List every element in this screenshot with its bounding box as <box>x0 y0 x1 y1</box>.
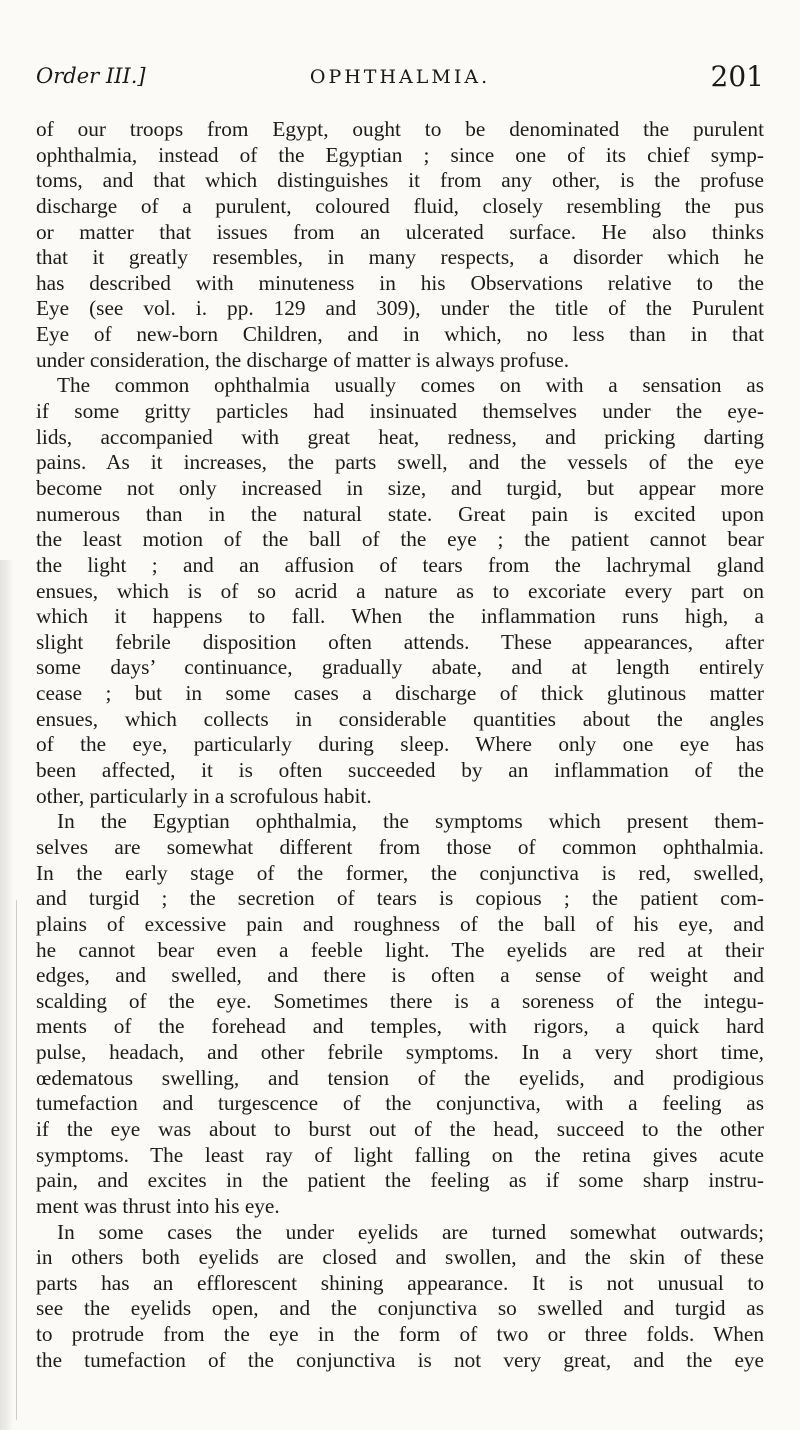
text-line: selves are somewhat different from those of common ophthalmia. <box>36 834 764 859</box>
text-line: pain, and excites in the patient the feeling as if some sharp instru- <box>36 1168 764 1193</box>
text-line: parts has an efflorescent shining appearance. It is not unusual to <box>36 1270 764 1295</box>
text-line: tumefaction and turgescence of the conjunctiva, with a feeling as <box>36 1091 764 1116</box>
header-title: OPHTHALMIA. <box>309 66 491 88</box>
page-number: 201 <box>710 60 764 93</box>
text-line: In some cases the under eyelids are turned somewhat outwards; <box>57 1219 764 1244</box>
text-line: slight febrile disposition often attends. These appearances, after <box>36 629 764 654</box>
text-line: he cannot bear even a feeble light. The eyelids are red at their <box>36 937 764 962</box>
text-line: œdematous swelling, and tension of the eyelids, and prodigious <box>36 1065 764 1090</box>
text-line: of our troops from Egypt, ought to be denominated the purulent <box>36 117 764 141</box>
text-line: been affected, it is often succeeded by an inflammation of the <box>36 758 764 783</box>
text-line: pulse, headach, and other febrile symptoms. In a very short time, <box>36 1040 764 1065</box>
body-text <box>36 117 764 1373</box>
text-line: of the eye, particularly during sleep. Where only one eye has <box>36 732 764 757</box>
text-line: which it happens to fall. When the inflammation runs high, a <box>36 604 764 629</box>
text-line: the light ; and an affusion of tears from the lachrymal gland <box>36 552 764 577</box>
text-line: ensues, which collects in considerable quantities about the angles <box>36 706 764 731</box>
text-line: plains of excessive pain and roughness of the ball of his eye, and <box>36 911 764 936</box>
text-line: In the Egyptian ophthalmia, the symptoms which present them- <box>57 809 764 834</box>
text-line: Eye of new-born Children, and in which, no less than in that <box>36 322 764 347</box>
text-line: ments of the forehead and temples, with rigors, a quick hard <box>36 1014 764 1039</box>
text-line: numerous than in the natural state. Great pain is excited upon <box>36 501 764 526</box>
text-line: In the early stage of the former, the conjunctiva is red, swelled, <box>36 860 764 885</box>
text-line: discharge of a purulent, coloured fluid, closely resembling the pus <box>36 193 764 218</box>
page-gutter-shadow <box>0 560 14 1430</box>
text-line: other, particularly in a scrofulous habit. <box>36 783 372 808</box>
text-line: The common ophthalmia usually comes on with a sensation as <box>57 373 764 398</box>
text-line: if the eye was about to burst out of the head, succeed to the other <box>36 1116 764 1141</box>
text-line: that it greatly resembles, in many respects, a disorder which he <box>36 245 764 270</box>
text-line: lids, accompanied with great heat, redness, and pricking darting <box>36 424 764 449</box>
text-line: cease ; but in some cases a discharge of thick glutinous matter <box>36 681 764 706</box>
text-line: the least motion of the ball of the eye ; the patient cannot bear <box>36 527 764 552</box>
text-line: or matter that issues from an ulcerated surface. He also thinks <box>36 219 764 244</box>
text-line: some days’ continuance, gradually abate, and at length entirely <box>36 655 764 680</box>
text-line: edges, and swelled, and there is often a sense of weight and <box>36 963 764 988</box>
text-line: under consideration, the discharge of matter is always profuse. <box>36 347 570 372</box>
running-header <box>36 60 764 100</box>
text-line: Eye (see vol. i. pp. 129 and 309), under the title of the Purulent <box>36 296 764 321</box>
text-line: see the eyelids open, and the conjunctiva so swelled and turgid as <box>36 1296 764 1321</box>
page-gutter-edge <box>16 900 17 1420</box>
text-line: if some gritty particles had insinuated themselves under the eye- <box>36 399 764 424</box>
text-line: in others both eyelids are closed and swollen, and the skin of these <box>36 1245 764 1270</box>
text-line: has described with minuteness in his Observations relative to the <box>36 270 764 295</box>
text-line: ment was thrust into his eye. <box>36 1193 280 1218</box>
text-line: symptoms. The least ray of light falling on the retina gives acute <box>36 1142 764 1167</box>
text-line: and turgid ; the secretion of tears is copious ; the patient com- <box>36 886 764 911</box>
text-line: pains. As it increases, the parts swell, and the vessels of the eye <box>36 450 764 475</box>
text-line: toms, and that which distinguishes it from any other, is the profuse <box>36 168 764 193</box>
text-line: become not only increased in size, and turgid, but appear more <box>36 475 764 500</box>
header-section: Order III.] <box>36 64 146 88</box>
text-line: to protrude from the eye in the form of two or three folds. When <box>36 1322 764 1347</box>
text-line: the tumefaction of the conjunctiva is not very great, and the eye <box>36 1347 764 1372</box>
text-line: ophthalmia, instead of the Egyptian ; since one of its chief symp- <box>36 142 764 167</box>
text-line: ensues, which is of so acrid a nature as to excoriate every part on <box>36 578 764 603</box>
text-line: scalding of the eye. Sometimes there is a soreness of the integu- <box>36 988 764 1013</box>
